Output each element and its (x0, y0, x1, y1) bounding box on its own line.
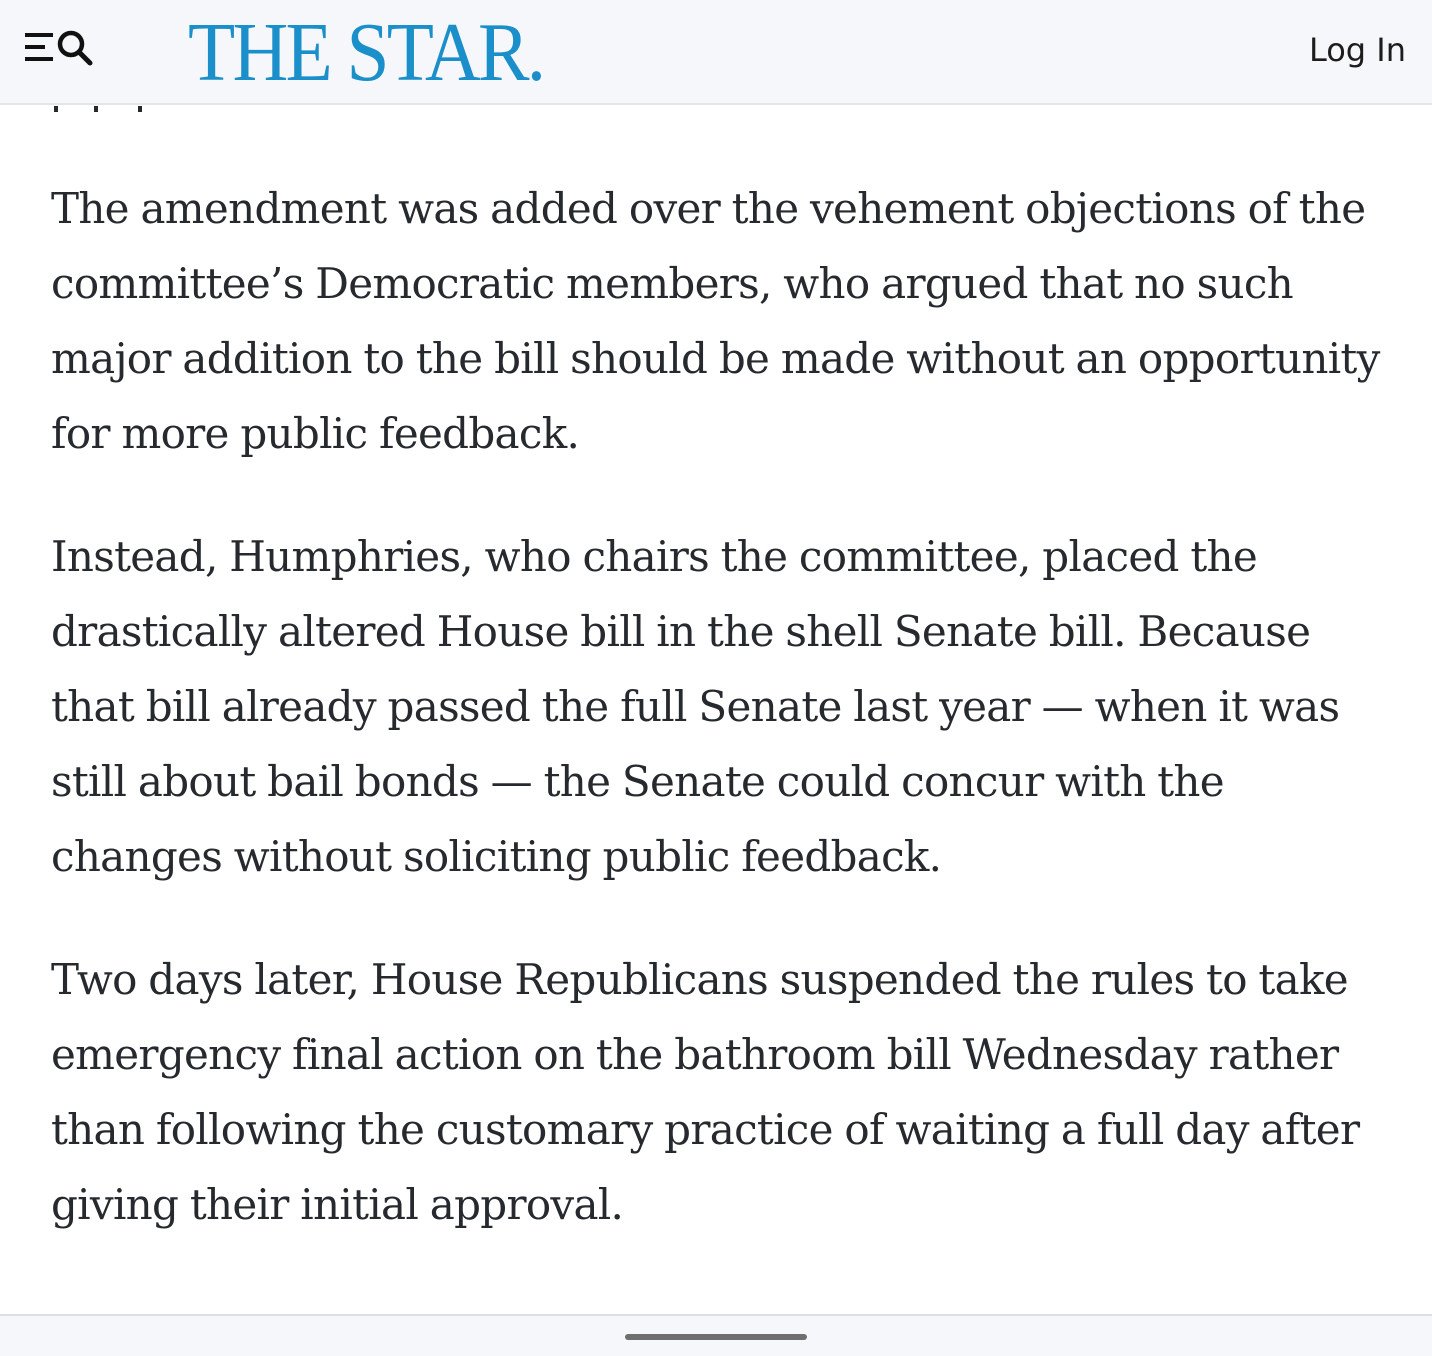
previous-line-fragment (50, 106, 150, 114)
site-logo[interactable]: THE STAR. (188, 6, 544, 99)
article-paragraph: Two days later, House Republicans suspended the rules to take emergency final action on the bathroom bill Wednesday rather than following the customary practice of waiting a full day after giving their initial approval. (51, 955, 1360, 1229)
article-body (51, 171, 1381, 1290)
article-paragraph: The amendment was added over the vehement objections of the committee’s Democratic members, who argued that no such major addition to the bill should be made without an opportunity for more public feedback. (51, 184, 1380, 458)
menu-search-icon[interactable] (22, 28, 96, 68)
home-indicator[interactable] (625, 1334, 807, 1340)
login-link[interactable]: Log In (1308, 31, 1406, 69)
article-paragraph: Instead, Humphries, who chairs the committee, placed the drastically altered House bill in the shell Senate bill. Because that bill already passed the full Senate last year — when it was still about bail bonds — the Senate could concur with the changes without soliciting public feedback. (51, 532, 1340, 881)
system-navigation-bar (0, 1314, 1432, 1356)
site-header (0, 0, 1432, 105)
